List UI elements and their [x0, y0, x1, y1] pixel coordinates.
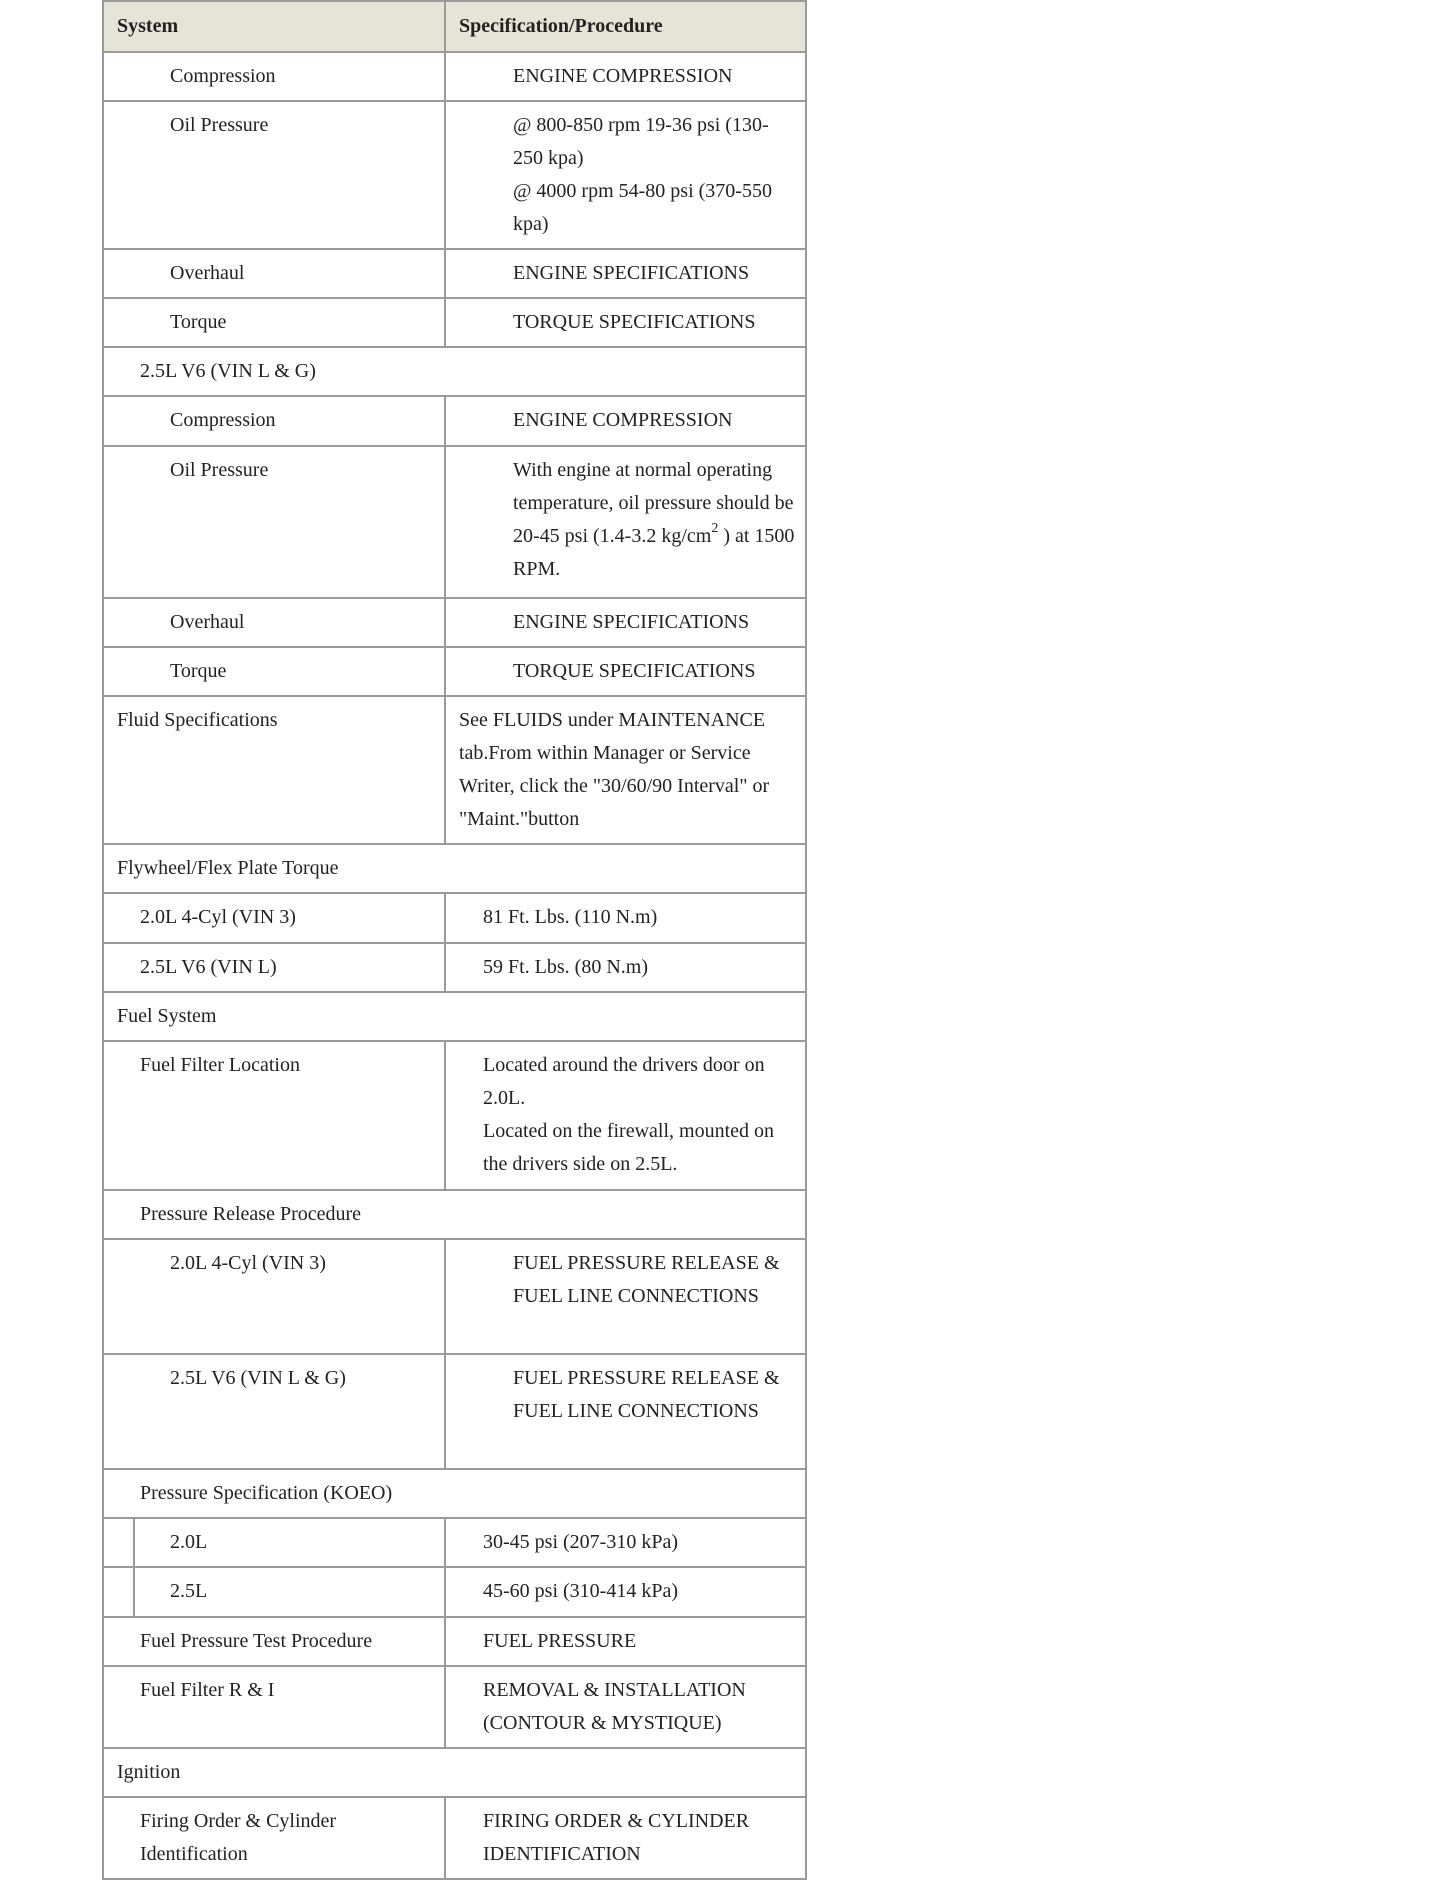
- spec-cell: 30-45 psi (207-310 kPa): [445, 1518, 806, 1567]
- column-header-system: System: [103, 1, 445, 52]
- superscript: 2: [711, 521, 719, 537]
- table-row: [103, 1518, 806, 1567]
- table-row: [103, 298, 806, 347]
- table-row: [103, 1239, 806, 1354]
- section-row: [103, 992, 806, 1041]
- section-heading: Pressure Specification (KOEO): [103, 1469, 806, 1518]
- spec-cell: TORQUE SPECIFICATIONS: [445, 647, 806, 696]
- system-cell: 2.5L V6 (VIN L & G): [103, 1354, 445, 1469]
- table-row: [103, 1797, 806, 1879]
- spec-line: Located on the firewall, mounted on the drivers side on 2.5L.: [483, 1120, 775, 1175]
- section-heading: Fuel System: [103, 992, 806, 1041]
- spec-line: Located around the drivers door on 2.0L.: [483, 1054, 765, 1109]
- spec-cell: [445, 1041, 806, 1190]
- table-header-row: [103, 1, 806, 52]
- spec-cell: FUEL PRESSURE RELEASE & FUEL LINE CONNECTIONS: [445, 1354, 806, 1469]
- system-cell: Fuel Filter R & I: [103, 1666, 445, 1748]
- system-cell: 2.0L 4-Cyl (VIN 3): [103, 893, 445, 943]
- system-cell: Torque: [103, 298, 445, 347]
- system-cell: Fluid Specifications: [103, 696, 445, 844]
- specification-table: [102, 0, 807, 1880]
- table-row: [103, 101, 806, 249]
- table-row: [103, 1567, 806, 1617]
- spec-cell: 81 Ft. Lbs. (110 N.m): [445, 893, 806, 943]
- section-heading: Flywheel/Flex Plate Torque: [103, 844, 806, 893]
- spec-cell: FUEL PRESSURE: [445, 1617, 806, 1666]
- table-row: [103, 647, 806, 696]
- table-row: [103, 249, 806, 298]
- system-cell: Fuel Filter Location: [103, 1041, 445, 1190]
- column-header-spec: Specification/Procedure: [445, 1, 806, 52]
- system-cell: 2.5L V6 (VIN L): [103, 943, 445, 992]
- section-heading: Ignition: [103, 1748, 806, 1797]
- spec-cell: [445, 101, 806, 249]
- section-row: [103, 1469, 806, 1518]
- table-row: [103, 1041, 806, 1190]
- table-row: [103, 1617, 806, 1666]
- spec-cell: TORQUE SPECIFICATIONS: [445, 298, 806, 347]
- spec-cell: REMOVAL & INSTALLATION (CONTOUR & MYSTIQUE): [445, 1666, 806, 1748]
- section-row: [103, 1748, 806, 1797]
- spec-cell: See FLUIDS under MAINTENANCE tab.From within Manager or Service Writer, click the "30/60/90 Interval" or "Maint."button: [445, 696, 806, 844]
- system-cell: Firing Order & Cylinder Identification: [103, 1797, 445, 1879]
- spec-cell: 45-60 psi (310-414 kPa): [445, 1567, 806, 1617]
- system-cell: Torque: [103, 647, 445, 696]
- section-row: [103, 1190, 806, 1239]
- table-row: [103, 52, 806, 101]
- table-row: [103, 943, 806, 992]
- spec-line: @ 800-850 rpm 19-36 psi (130-250 kpa): [513, 114, 769, 169]
- table-row: [103, 396, 806, 446]
- spec-cell: ENGINE SPECIFICATIONS: [445, 598, 806, 647]
- system-cell: Overhaul: [103, 249, 445, 298]
- system-cell: 2.0L 4-Cyl (VIN 3): [103, 1239, 445, 1354]
- spec-cell: ENGINE SPECIFICATIONS: [445, 249, 806, 298]
- table-row: [103, 598, 806, 647]
- section-row: [103, 844, 806, 893]
- table-row: [103, 446, 806, 598]
- system-cell: Compression: [103, 52, 445, 101]
- spec-text: With engine at normal operating temperature, oil pressure should be 20-45 psi (1.4-3.2 kg/cm: [513, 459, 794, 547]
- system-cell: Oil Pressure: [103, 101, 445, 249]
- spec-cell: ENGINE COMPRESSION: [445, 52, 806, 101]
- section-heading: Pressure Release Procedure: [103, 1190, 806, 1239]
- table-row: [103, 1354, 806, 1469]
- table-row: [103, 696, 806, 844]
- system-cell: 2.0L: [103, 1518, 445, 1567]
- system-cell: Overhaul: [103, 598, 445, 647]
- system-cell: Oil Pressure: [103, 446, 445, 598]
- system-cell: Fuel Pressure Test Procedure: [103, 1617, 445, 1666]
- section-row: [103, 347, 806, 396]
- spec-cell: FIRING ORDER & CYLINDER IDENTIFICATION: [445, 1797, 806, 1879]
- system-cell: Compression: [103, 396, 445, 446]
- spec-cell: FUEL PRESSURE RELEASE & FUEL LINE CONNECTIONS: [445, 1239, 806, 1354]
- spec-cell: 59 Ft. Lbs. (80 N.m): [445, 943, 806, 992]
- table-row: [103, 1666, 806, 1748]
- section-heading: 2.5L V6 (VIN L & G): [103, 347, 806, 396]
- spec-text: ) at 1500 RPM.: [513, 525, 795, 580]
- spec-line: @ 4000 rpm 54-80 psi (370-550 kpa): [513, 180, 772, 235]
- system-cell: 2.5L: [103, 1567, 445, 1617]
- spec-cell: [445, 446, 806, 598]
- spec-cell: ENGINE COMPRESSION: [445, 396, 806, 446]
- table-row: [103, 893, 806, 943]
